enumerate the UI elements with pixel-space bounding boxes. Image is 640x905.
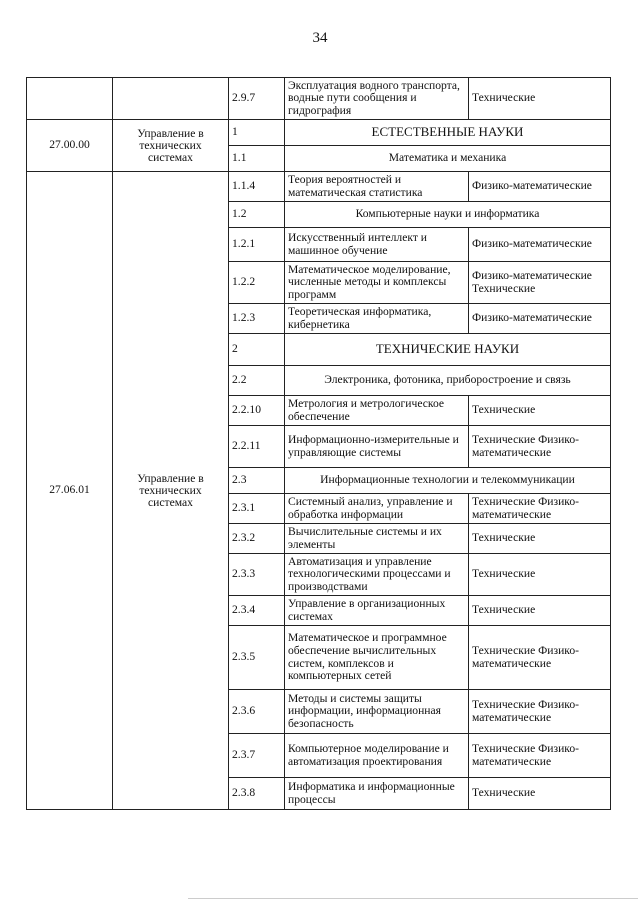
science-group-heading: Математика и механика — [285, 146, 611, 172]
table-body — [27, 78, 611, 810]
science-group-heading: Компьютерные науки и информатика — [285, 202, 611, 228]
specialty-number-cell: 2.3.3 — [229, 554, 285, 596]
specialty-number-cell: 2.2 — [229, 366, 285, 396]
specialty-number-cell: 1.1 — [229, 146, 285, 172]
direction-name-cell — [113, 78, 229, 120]
specialties-table — [26, 77, 611, 810]
direction-name-cell: Управление в технических системах — [113, 172, 229, 810]
science-field-cell: Технические — [469, 596, 611, 626]
science-area-heading: ЕСТЕСТВЕННЫЕ НАУКИ — [285, 120, 611, 146]
science-field-cell: Физико-математические Технические — [469, 262, 611, 304]
specialty-number-cell: 2.3.5 — [229, 626, 285, 690]
science-field-cell: Технические Физико-математические — [469, 426, 611, 468]
specialty-number-cell: 2.3.2 — [229, 524, 285, 554]
specialty-number-cell: 1.2 — [229, 202, 285, 228]
science-group-heading: Электроника, фотоника, приборостроение и связь — [285, 366, 611, 396]
science-field-cell: Технические — [469, 524, 611, 554]
specialty-number-cell: 2.3 — [229, 468, 285, 494]
specialty-name-cell: Теория вероятностей и математическая статистика — [285, 172, 469, 202]
specialty-name-cell: Математическое моделирование, численные методы и комплексы программ — [285, 262, 469, 304]
science-field-cell: Физико-математические — [469, 228, 611, 262]
science-field-cell: Технические Физико-математические — [469, 626, 611, 690]
specialty-name-cell: Математическое и программное обеспечение вычислительных систем, комплексов и компьютерных сетей — [285, 626, 469, 690]
bottom-rule — [188, 898, 638, 899]
specialty-number-cell: 2.3.4 — [229, 596, 285, 626]
direction-code-cell: 27.00.00 — [27, 120, 113, 172]
specialty-number-cell: 2.2.10 — [229, 396, 285, 426]
science-field-cell: Технические Физико-математические — [469, 494, 611, 524]
science-field-cell: Технические — [469, 554, 611, 596]
science-area-heading: ТЕХНИЧЕСКИЕ НАУКИ — [285, 334, 611, 366]
specialty-number-cell: 2 — [229, 334, 285, 366]
specialty-name-cell: Информатика и информационные процессы — [285, 778, 469, 810]
science-field-cell: Технические — [469, 778, 611, 810]
specialty-number-cell: 1.2.3 — [229, 304, 285, 334]
page-number: 34 — [312, 30, 328, 46]
specialty-number-cell: 1 — [229, 120, 285, 146]
direction-name-cell: Управление в технических системах — [113, 120, 229, 172]
science-field-cell: Технические — [469, 396, 611, 426]
specialty-name-cell: Системный анализ, управление и обработка информации — [285, 494, 469, 524]
specialty-name-cell: Методы и системы защиты информации, информационная безопасность — [285, 690, 469, 734]
specialty-name-cell: Метрология и метрологическое обеспечение — [285, 396, 469, 426]
specialty-number-cell: 1.1.4 — [229, 172, 285, 202]
table-row — [27, 78, 611, 120]
specialty-number-cell: 2.2.11 — [229, 426, 285, 468]
specialty-name-cell: Вычислительные системы и их элементы — [285, 524, 469, 554]
specialty-name-cell: Информационно-измерительные и управляющие системы — [285, 426, 469, 468]
specialty-number-cell: 2.3.7 — [229, 734, 285, 778]
specialty-number-cell: 1.2.2 — [229, 262, 285, 304]
direction-code-cell — [27, 78, 113, 120]
specialty-name-cell: Автоматизация и управление технологическими процессами и производствами — [285, 554, 469, 596]
specialty-name-cell: Эксплуатация водного транспорта, водные пути сообщения и гидрография — [285, 78, 469, 120]
science-field-cell: Технические — [469, 78, 611, 120]
specialty-number-cell: 1.2.1 — [229, 228, 285, 262]
specialty-number-cell: 2.9.7 — [229, 78, 285, 120]
specialty-number-cell: 2.3.8 — [229, 778, 285, 810]
specialty-name-cell: Теоретическая информатика, кибернетика — [285, 304, 469, 334]
science-field-cell: Технические Физико-математические — [469, 690, 611, 734]
science-field-cell: Технические Физико-математические — [469, 734, 611, 778]
science-field-cell: Физико-математические — [469, 304, 611, 334]
specialty-number-cell: 2.3.6 — [229, 690, 285, 734]
science-field-cell: Физико-математические — [469, 172, 611, 202]
specialty-number-cell: 2.3.1 — [229, 494, 285, 524]
direction-code-cell: 27.06.01 — [27, 172, 113, 810]
specialty-name-cell: Искусственный интеллект и машинное обучение — [285, 228, 469, 262]
table-row — [27, 172, 611, 202]
science-group-heading: Информационные технологии и телекоммуникации — [285, 468, 611, 494]
specialty-name-cell: Компьютерное моделирование и автоматизация проектирования — [285, 734, 469, 778]
specialty-name-cell: Управление в организационных системах — [285, 596, 469, 626]
table-row — [27, 120, 611, 146]
